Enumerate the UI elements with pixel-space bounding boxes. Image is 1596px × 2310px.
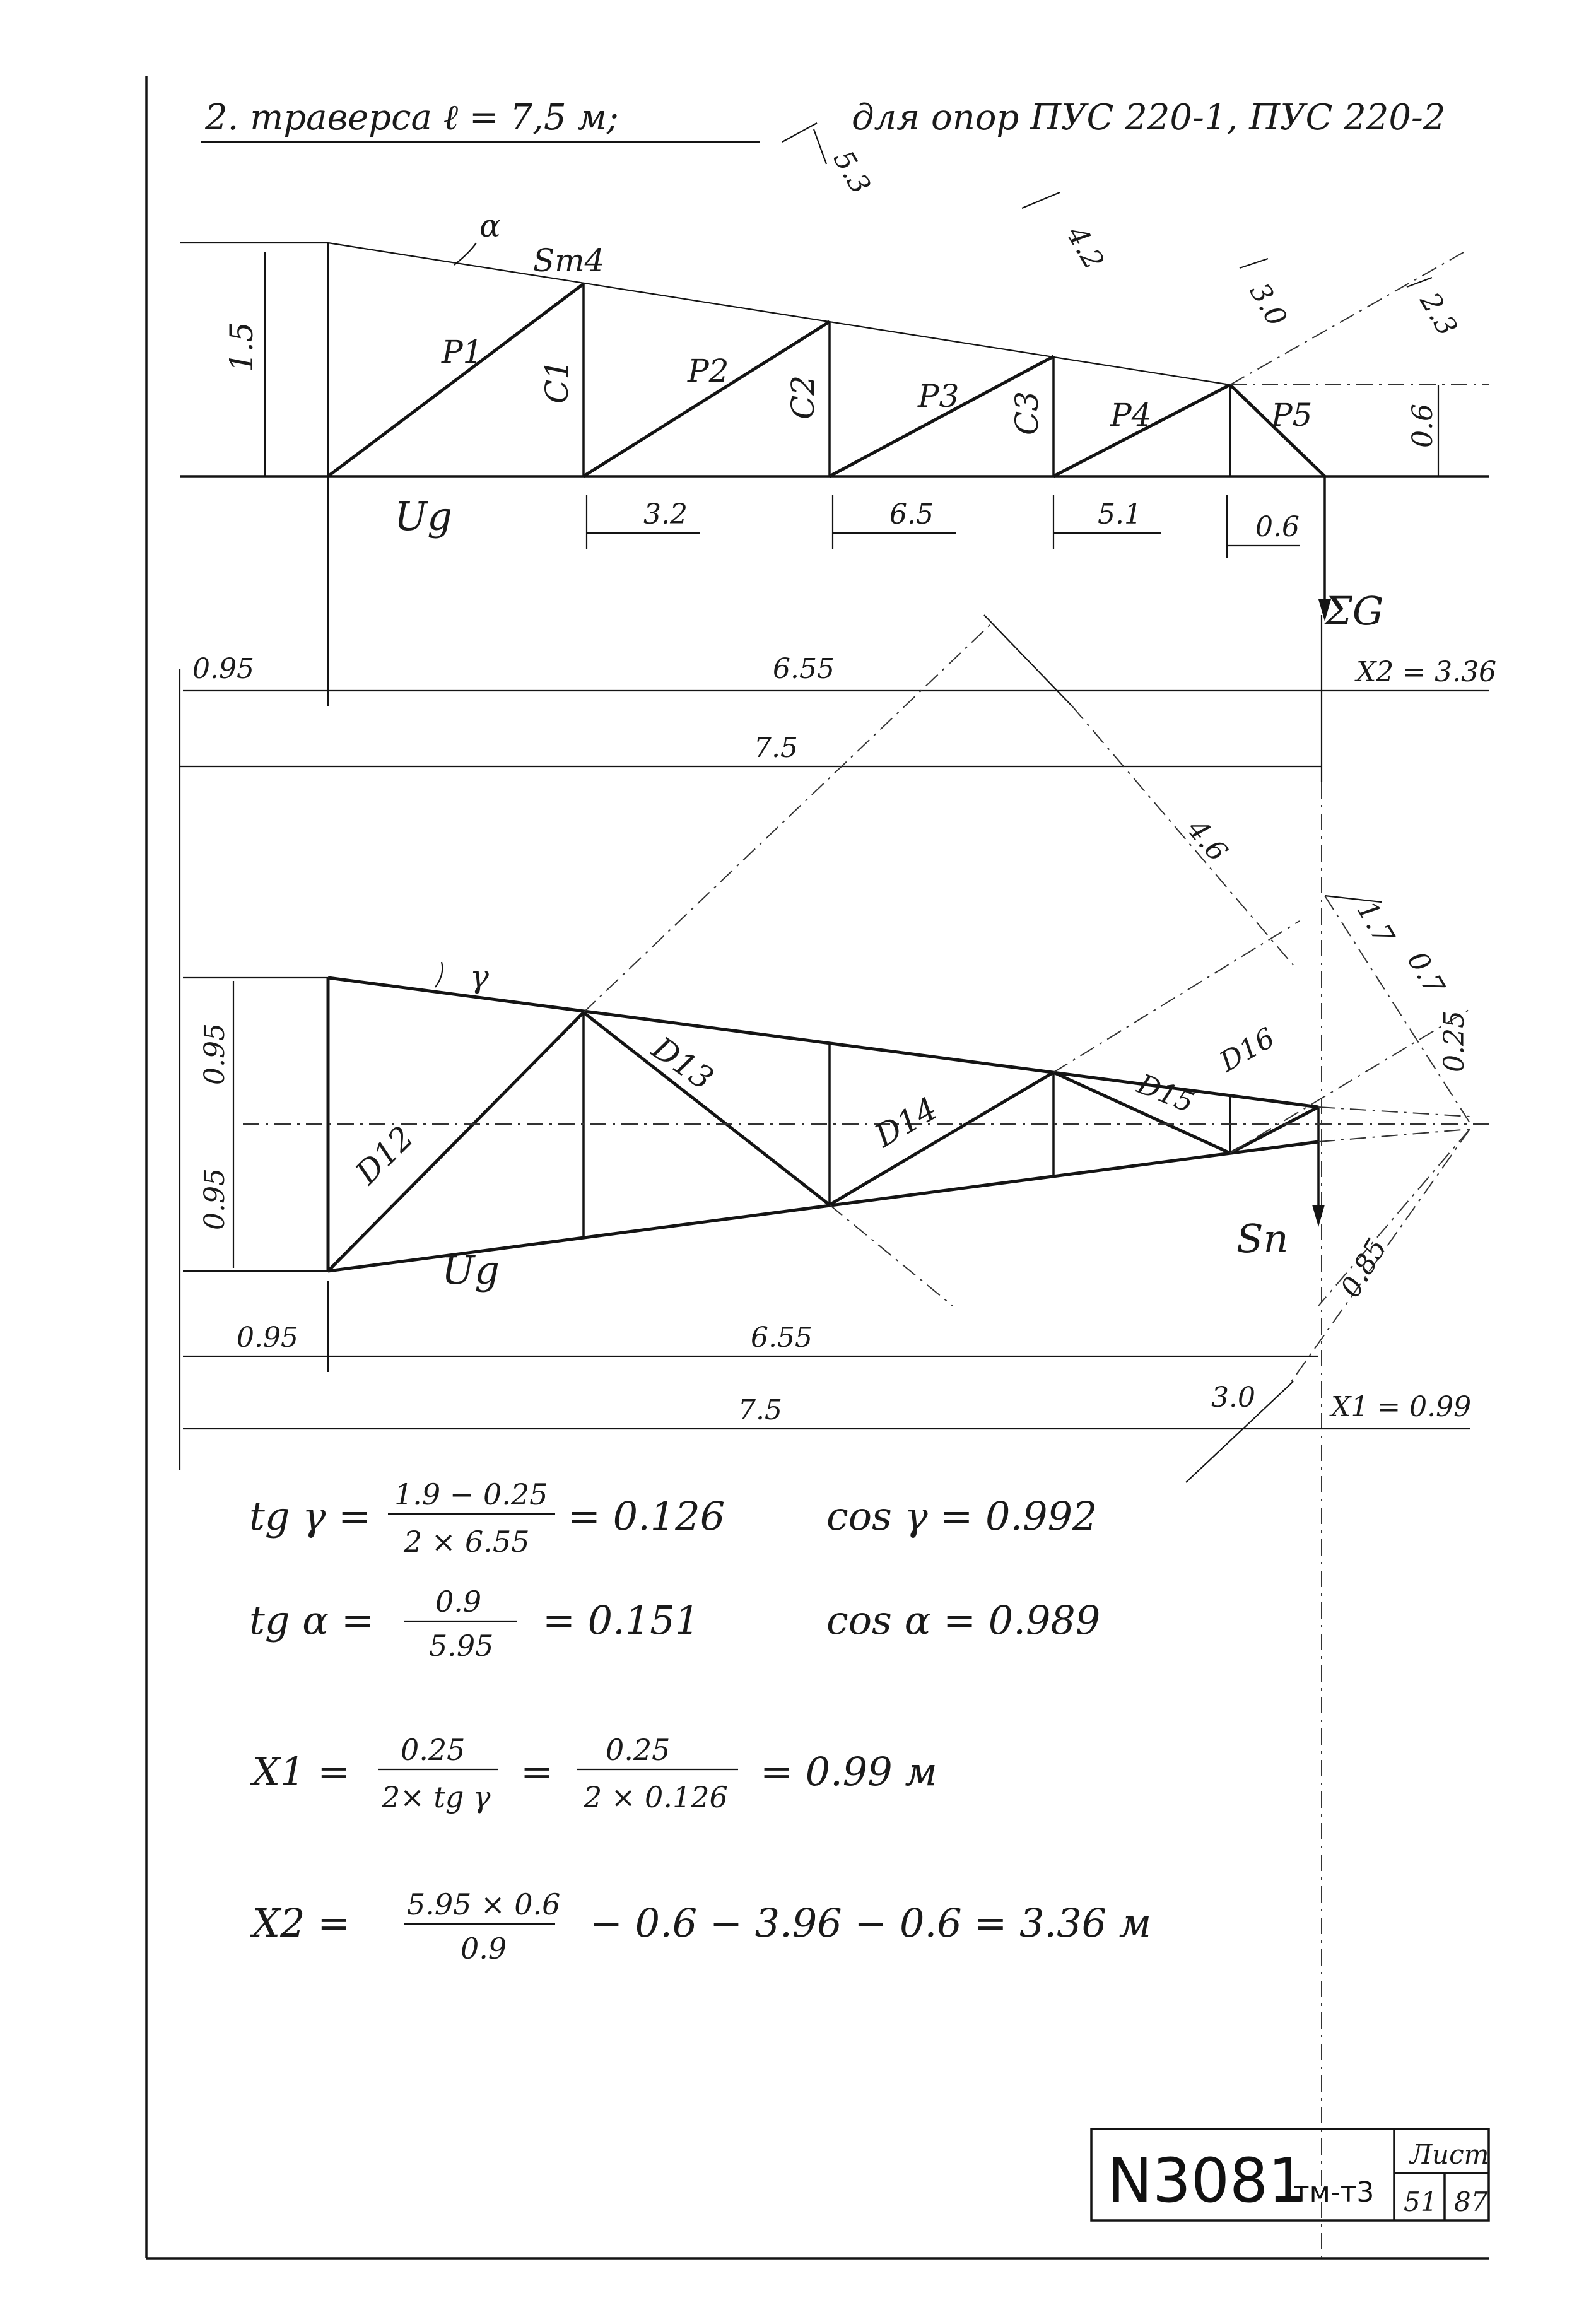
dim-x1-bottom: X1 = 0.99 xyxy=(1331,1391,1472,1423)
post-label-c2: C2 xyxy=(785,375,821,419)
lever-arm-1: 5.3 xyxy=(826,145,877,200)
dim-left-bottom: 0.95 xyxy=(237,1322,298,1354)
cos-alpha: cos α = 0.989 xyxy=(826,1597,1101,1643)
lever-arm-bottom-5: 0.85 xyxy=(1334,1233,1394,1303)
tg-gamma-val: = 0.126 xyxy=(568,1493,725,1539)
x2-den: 0.9 xyxy=(461,1932,507,1966)
tg-alpha-val: = 0.151 xyxy=(543,1597,700,1643)
x2-label: X2 = xyxy=(252,1900,351,1946)
post-label-c3: C3 xyxy=(1009,390,1045,435)
post-label-c1: C1 xyxy=(539,359,575,404)
stamp-suffix: тм-т3 xyxy=(1293,2176,1375,2208)
x1-num2: 0.25 xyxy=(606,1733,671,1767)
bottom-truss xyxy=(183,615,1489,1482)
dim-span-bottom: 6.55 xyxy=(751,1322,813,1354)
lever-arm-bottom-3: 0.7 xyxy=(1400,946,1451,1001)
header-title: 2. траверса ℓ = 7,5 м; xyxy=(205,97,619,138)
dim-total-top: 7.5 xyxy=(754,732,798,764)
end-height-label: 0.6 xyxy=(1407,404,1439,448)
lever-arm-2: 4.2 xyxy=(1060,221,1110,276)
brace-label-p4: P4 xyxy=(1110,397,1152,433)
dim-span-top: 6.55 xyxy=(773,653,835,685)
x1-val: = 0.99 м xyxy=(760,1749,937,1795)
tg-alpha-num: 0.9 xyxy=(435,1585,482,1619)
angle-alpha-label: α xyxy=(479,208,501,244)
stamp-sheet-label: Лист xyxy=(1410,2139,1489,2170)
segment-dims xyxy=(587,495,1300,558)
header-subtitle: для опор ПУС 220-1, ПУС 220-2 xyxy=(852,97,1446,138)
formulas xyxy=(249,1477,1151,1966)
tg-alpha-den: 5.95 xyxy=(429,1629,494,1663)
dim-total-bottom: 7.5 xyxy=(738,1394,782,1426)
top-dim-lines xyxy=(180,615,1489,2258)
x1-den1: 2× tg γ xyxy=(382,1780,491,1814)
brace-label-p3: P3 xyxy=(918,378,959,414)
lever-arm-3: 3.0 xyxy=(1243,278,1293,332)
x2-num: 5.95 × 0.6 xyxy=(407,1887,561,1921)
diagonal-label-d14: D14 xyxy=(869,1090,944,1155)
chord-label-top: Ug xyxy=(394,493,452,539)
dim-x2-top: X2 = 3.36 xyxy=(1356,656,1497,688)
tg-gamma-num: 1.9 − 0.25 xyxy=(394,1477,548,1511)
x1-num1: 0.25 xyxy=(401,1733,466,1767)
tg-alpha-label: tg α = xyxy=(249,1597,374,1643)
half-height-top: 0.95 xyxy=(199,1023,231,1085)
brace-label-p1: P1 xyxy=(442,334,483,370)
diagonal-d12 xyxy=(328,1012,584,1271)
stamp-sheet-total: 87 xyxy=(1454,2186,1488,2217)
chord-label-bottom: Ug xyxy=(442,1247,500,1293)
diagonal-d14 xyxy=(830,1072,1053,1205)
tg-gamma-den: 2 × 6.55 xyxy=(404,1525,530,1559)
segment-2: 6.5 xyxy=(889,498,934,531)
bottom-dim-lines xyxy=(183,1281,1470,1429)
force-arrow-head xyxy=(1312,1205,1325,1227)
stamp-sheet-no: 51 xyxy=(1404,2186,1438,2217)
x1-den2: 2 × 0.126 xyxy=(584,1780,728,1814)
angle-gamma-label: γ xyxy=(470,958,489,995)
stamp-code: N3081 xyxy=(1107,2145,1307,2216)
diagonal-d13 xyxy=(584,1012,830,1205)
x2-rest: − 0.6 − 3.96 − 0.6 = 3.36 м xyxy=(590,1900,1152,1946)
lever-arm-bottom-2: 1.7 xyxy=(1350,896,1400,951)
segment-3: 5.1 xyxy=(1098,498,1142,531)
diagonal-label-d13: D13 xyxy=(645,1029,720,1098)
dim-left-top: 0.95 xyxy=(192,653,254,685)
lever-arm-4: 2.3 xyxy=(1413,287,1464,342)
brace-label-p5: P5 xyxy=(1271,397,1313,433)
tg-gamma-label: tg γ = xyxy=(249,1493,372,1539)
half-height-bottom: 0.95 xyxy=(199,1168,231,1230)
force-top-label: Sт4 xyxy=(533,242,605,279)
lever-arm-bottom-4: 0.25 xyxy=(1438,1011,1470,1072)
lever-arm-bottom-6: 3.0 xyxy=(1211,1381,1255,1414)
diagonal-label-d15: D15 xyxy=(1132,1067,1199,1120)
height-label: 1.5 xyxy=(223,322,260,372)
lever-arm-bottom-1: 4.6 xyxy=(1180,813,1234,868)
brace-label-p2: P2 xyxy=(688,353,729,389)
diagonal-label-d16: D16 xyxy=(1214,1021,1281,1079)
force-right-label: Sn xyxy=(1236,1216,1289,1262)
diagonal-label-d12: D12 xyxy=(348,1119,421,1192)
segment-4: 0.6 xyxy=(1255,511,1300,543)
load-label: ΣG xyxy=(1325,588,1384,634)
cos-gamma: cos γ = 0.992 xyxy=(826,1493,1098,1539)
x1-eq: = xyxy=(520,1749,553,1795)
segment-1: 3.2 xyxy=(643,498,688,531)
x1-label: X1 = xyxy=(252,1749,351,1795)
